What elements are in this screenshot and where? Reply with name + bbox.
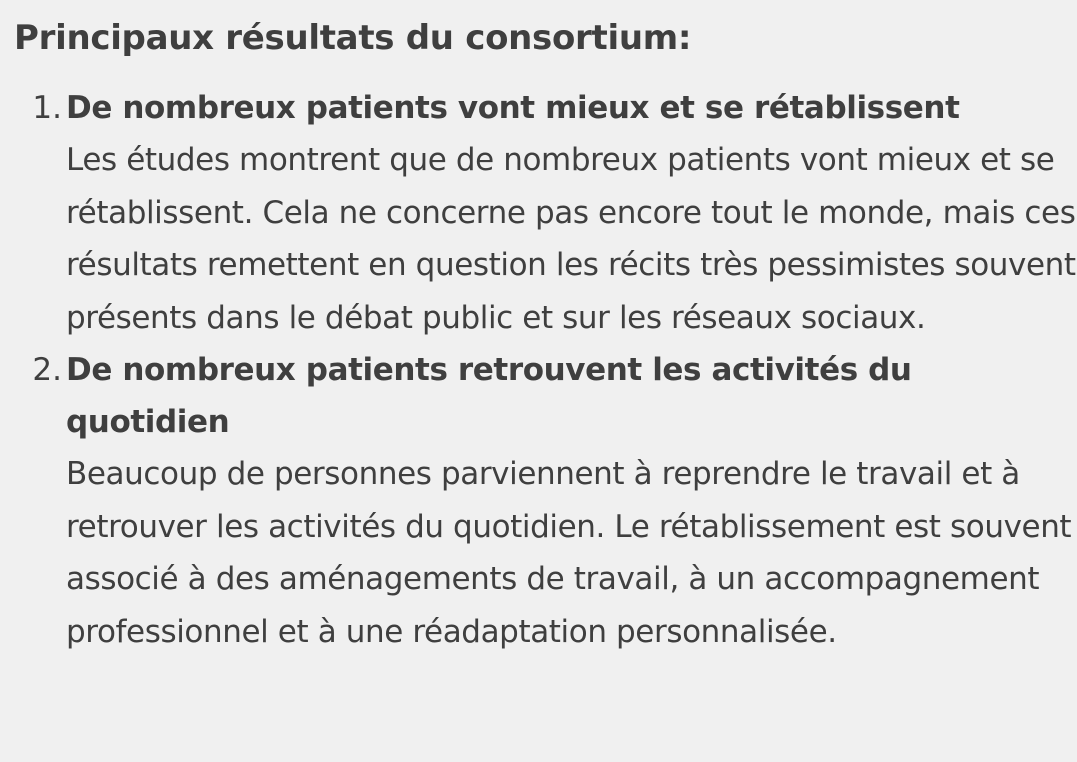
- results-list: [0, 82, 1077, 658]
- list-item-text: Les études montrent que de nombreux patients vont mieux et se rétablissent. Cela ne concerne pas encore tout le monde, mais ces résultats remettent en question les récits très pessimistes souvent présents dans le débat public et sur les réseaux sociaux.: [66, 142, 1076, 336]
- list-item-text: Beaucoup de personnes parviennent à reprendre le travail et à retrouver les activités du quotidien. Le rétablissement est souvent associé à des aménagements de travail, à un accompagnement professionnel et à une réadaptation personnalisée.: [66, 456, 1072, 650]
- list-item-heading: De nombreux patients vont mieux et se rétablissent: [66, 90, 960, 126]
- list-item-number: 2.: [32, 352, 62, 388]
- list-item: [0, 344, 1077, 658]
- list-item-heading: De nombreux patients retrouvent les activités du quotidien: [66, 352, 912, 440]
- list-item: [0, 82, 1077, 344]
- list-item-number: 1.: [32, 90, 62, 126]
- section-title: Principaux résultats du consortium:: [14, 18, 692, 58]
